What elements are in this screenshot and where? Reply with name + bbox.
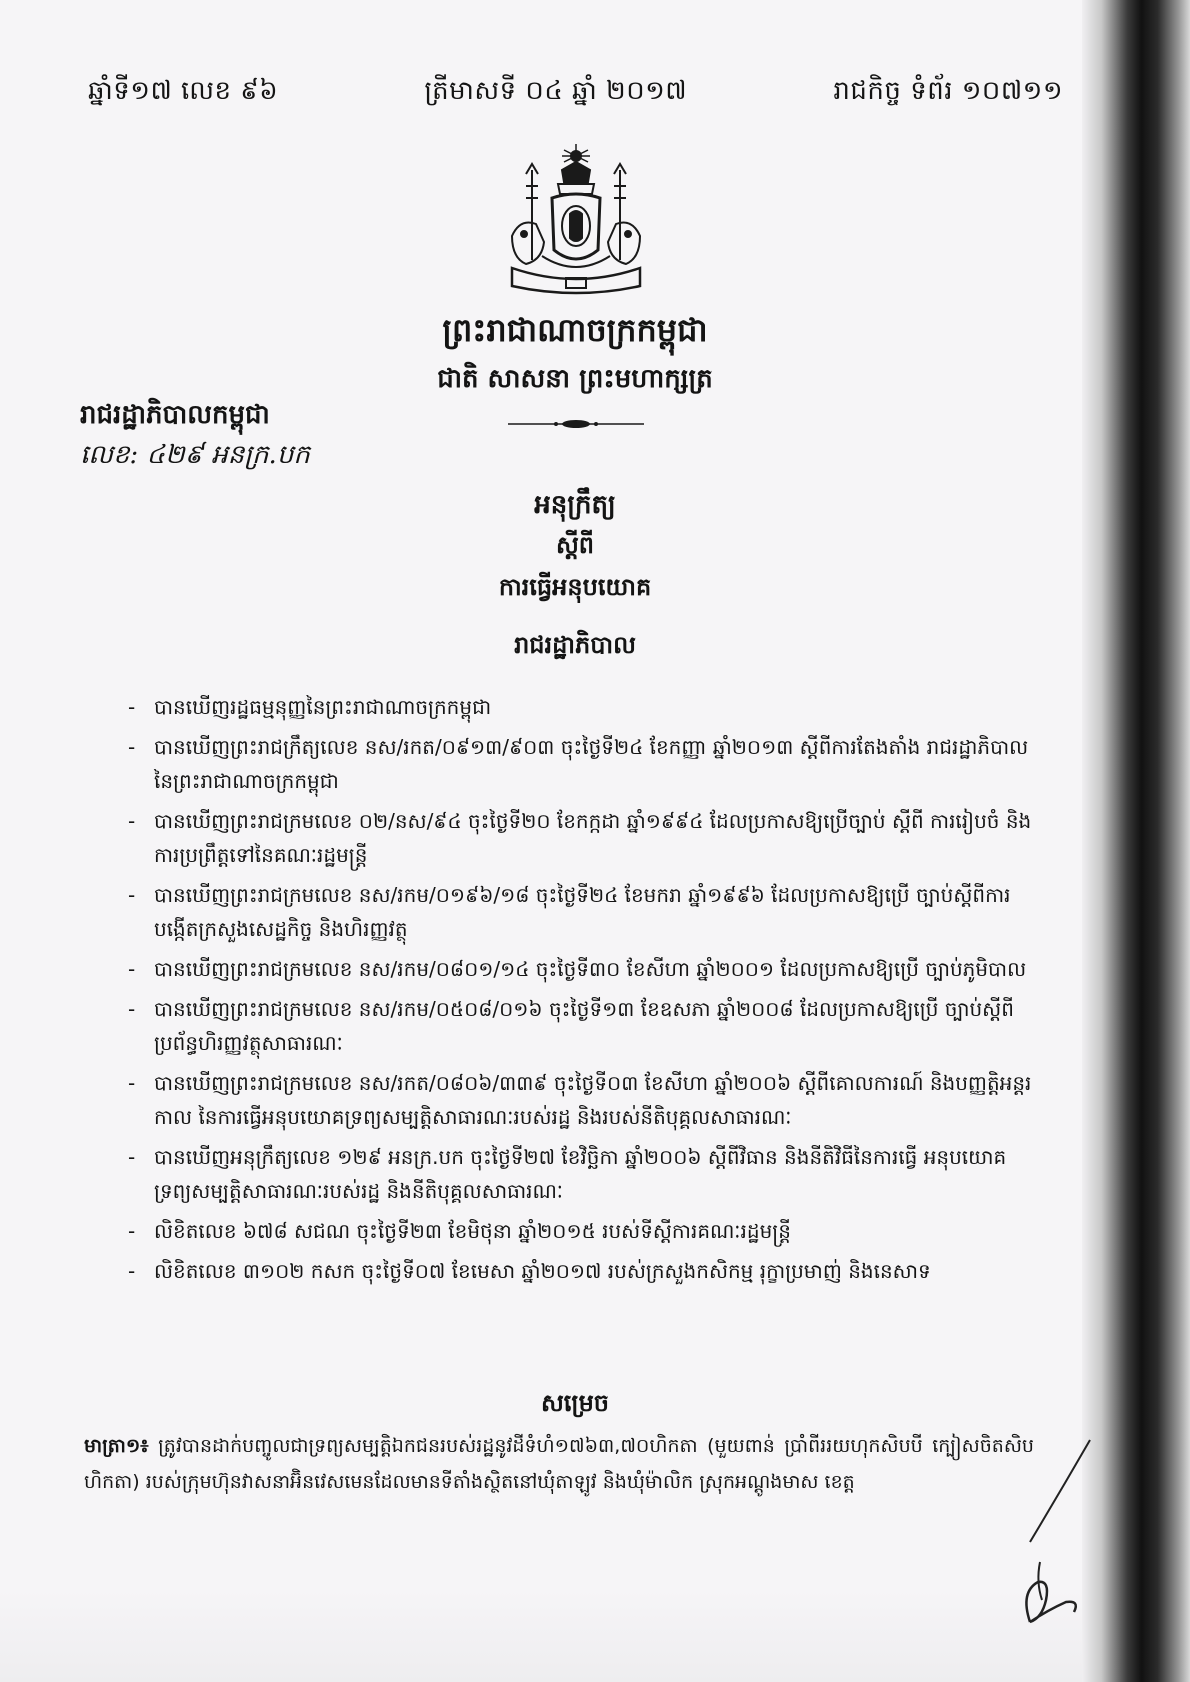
handwritten-initial-signature (990, 1432, 1100, 1632)
list-item: - បានឃើញរដ្ឋធម្មនុញ្ញនៃព្រះរាជាណាចក្រកម្ពុជា (128, 690, 1033, 724)
legal-references-list (128, 690, 1033, 1294)
article-1 (84, 1428, 1034, 1500)
article-text: ត្រូវបានដាក់បញ្ចូលជាទ្រព្យសម្បត្តិឯកជនរបស់រដ្ឋនូវដីទំហំ១៧៦៣,៧០ហិកតា (មួយពាន់ ប្រាំពីររយហុកសិបបី ក្បៀសចិតសិបហិកតា) របស់ក្រុមហ៊ុនវាសនាអ៊ិនវេសមេនដែលមានទីតាំងស្ថិតនៅឃុំតាឡូវ និងឃុំម៉ាលិក ស្រុកអណ្តូងមាស ខេត្ត (84, 1435, 1034, 1493)
list-item: - បានឃើញព្រះរាជក្រឹត្យលេខ នស/រកត/០៩១៣/៩០៣ ចុះថ្ងៃទី២៤ ខែកញ្ញា ឆ្នាំ២០១៣ ស្តីពីការតែងតាំង រាជរដ្ឋាភិបាល នៃព្រះរាជាណាចក្រកម្ពុជា (128, 730, 1033, 798)
gazette-date: ត្រីមាសទី ០៤ ឆ្នាំ ២០១៧ (424, 76, 688, 106)
government-name: រាជរដ្ឋាភិបាលកម្ពុជា (80, 400, 270, 430)
list-item: - លិខិតលេខ ៦៧៨ សជណ ចុះថ្ងៃទី២៣ ខែមិថុនា ឆ្នាំ២០១៥ របស់ទីស្តីការគណៈរដ្ឋមន្ត្រី (128, 1214, 1033, 1248)
document-about: ស្តីពី (555, 530, 595, 559)
kingdom-motto: ជាតិ សាសនា ព្រះមហាក្សត្រ (437, 364, 713, 394)
document-subject: ការធ្វើអនុបយោគ (498, 572, 652, 601)
royal-emblem-icon (502, 140, 650, 302)
gazette-page-number: រាជកិច្ច ទំព័រ ១០៧១១ (833, 76, 1063, 106)
list-item: - លិខិតលេខ ៣១០២ កសក ចុះថ្ងៃទី០៧ ខែមេសា ឆ្នាំ២០១៧ របស់ក្រសួងកសិកម្ម រុក្ខាប្រមាញ់ និងនេសាទ (128, 1254, 1033, 1288)
list-item: - បានឃើញព្រះរាជក្រមលេខ ០២/នស/៩៤ ចុះថ្ងៃទី២០ ខែកក្កដា ឆ្នាំ១៩៩៤ ដែលប្រកាសឱ្យប្រើច្បាប់ ស្តីពី ការរៀបចំ និងការប្រព្រឹត្តទៅនៃគណៈរដ្ឋមន្ត្រី (128, 804, 1033, 872)
gazette-year-issue: ឆ្នាំទី១៧ លេខ ៩៦ (88, 76, 279, 106)
list-item: - បានឃើញព្រះរាជក្រមលេខ នស/រកម/០៨០១/១៤ ចុះថ្ងៃទី៣០ ខែសីហា ឆ្នាំ២០០១ ដែលប្រកាសឱ្យប្រើ ច្បាប់ភូមិបាល (128, 952, 1033, 986)
decision-heading: សម្រេច (540, 1388, 610, 1417)
kingdom-name: ព្រះរាជាណាចក្រកម្ពុជា (442, 311, 708, 349)
ornament-divider-icon (508, 418, 644, 430)
document-type: អនុក្រឹត្យ (534, 490, 616, 520)
scan-bottom-band (0, 1590, 1112, 1682)
list-item: - បានឃើញព្រះរាជក្រមលេខ នស/រកត/០៨០៦/៣៣៩ ចុះថ្ងៃទី០៣ ខែសីហា ឆ្នាំ២០០៦ ស្តីពីគោលការណ៍ និងបញ្ញត្តិអន្តរកាល នៃការធ្វើអនុបយោគទ្រព្យសម្បត្តិសាធារណៈរបស់រដ្ឋ និងរបស់នីតិបុគ្គលសាធារណៈ (128, 1066, 1033, 1134)
decree-number: លេខ: ៤២៩ អនក្រ.បក (80, 440, 310, 470)
gazette-header (88, 74, 1063, 112)
list-item: - បានឃើញព្រះរាជក្រមលេខ នស/រកម/០១៩៦/១៨ ចុះថ្ងៃទី២៤ ខែមករា ឆ្នាំ១៩៩៦ ដែលប្រកាសឱ្យប្រើ ច្បាប់ស្តីពីការបង្កើតក្រសួងសេដ្ឋកិច្ច និងហិរញ្ញវត្ថុ (128, 878, 1033, 946)
list-item: - បានឃើញអនុក្រឹត្យលេខ ១២៩ អនក្រ.បក ចុះថ្ងៃទី២៧ ខែវិច្ឆិកា ឆ្នាំ២០០៦ ស្តីពីវិធាន និងនីតិវិធីនៃការធ្វើ អនុបយោគទ្រព្យសម្បត្តិសាធារណៈរបស់រដ្ឋ និងនីតិបុគ្គលសាធារណៈ (128, 1140, 1033, 1208)
article-label: មាត្រា១៖ (84, 1435, 149, 1457)
scan-edge-shadow (1082, 0, 1190, 1682)
list-item: - បានឃើញព្រះរាជក្រមលេខ នស/រកម/០៥០៨/០១៦ ចុះថ្ងៃទី១៣ ខែឧសភា ឆ្នាំ២០០៨ ដែលប្រកាសឱ្យប្រើ ច្បាប់ស្តីពីប្រព័ន្ធហិរញ្ញវត្ថុសាធារណៈ (128, 992, 1033, 1060)
issuing-authority: រាជរដ្ឋាភិបាល (514, 630, 636, 659)
